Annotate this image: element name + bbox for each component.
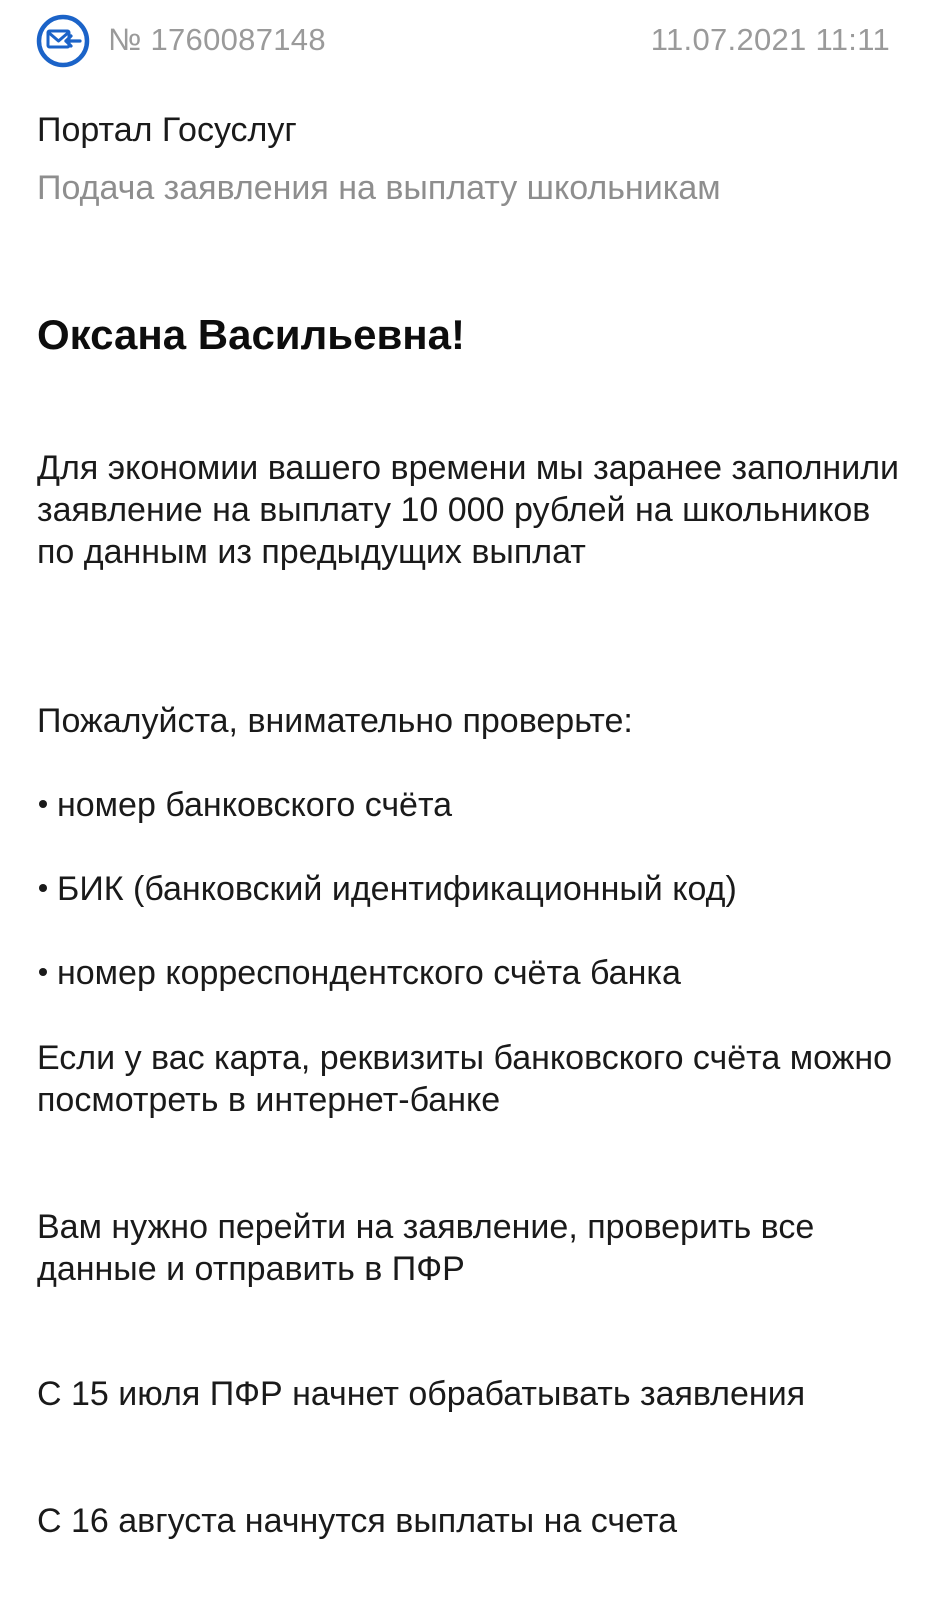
check-list-item <box>37 952 917 994</box>
check-prompt: Пожалуйста, внимательно проверьте: <box>37 702 633 740</box>
bullet-icon <box>39 968 47 976</box>
message-subject: Подача заявления на выплату школьникам <box>37 169 721 207</box>
check-list-item-text: номер корреспондентского счёта банка <box>57 954 681 992</box>
payment-note-paragraph: С 16 августа начнутся выплаты на счета <box>37 1502 677 1540</box>
sender-name: Портал Госуслуг <box>37 111 297 149</box>
bullet-icon <box>39 884 47 892</box>
check-list-item-text: номер банковского счёта <box>57 786 453 824</box>
message-header <box>0 0 948 80</box>
check-list-item <box>37 868 917 910</box>
message-datetime: 11.07.2021 11:11 <box>650 22 890 57</box>
intro-paragraph: Для экономии вашего времени мы заранее заполнили заявление на выплату 10 000 рублей на школьников по данным из предыдущих выплат <box>37 449 900 571</box>
bullet-icon <box>39 800 47 808</box>
message-number: № 1760087148 <box>108 22 326 57</box>
card-note-paragraph: Если у вас карта, реквизиты банковского счёта можно посмотреть в интернет-банке <box>37 1039 893 1119</box>
action-note-paragraph: Вам нужно перейти на заявление, проверить все данные и отправить в ПФР <box>37 1208 815 1288</box>
gosuslugi-mail-icon <box>36 14 90 68</box>
greeting-heading: Оксана Васильевна! <box>37 311 466 358</box>
check-list-item <box>37 784 917 826</box>
processing-note-paragraph: С 15 июля ПФР начнет обрабатывать заявления <box>37 1375 806 1413</box>
check-list-item-text: БИК (банковский идентификационный код) <box>57 870 737 908</box>
